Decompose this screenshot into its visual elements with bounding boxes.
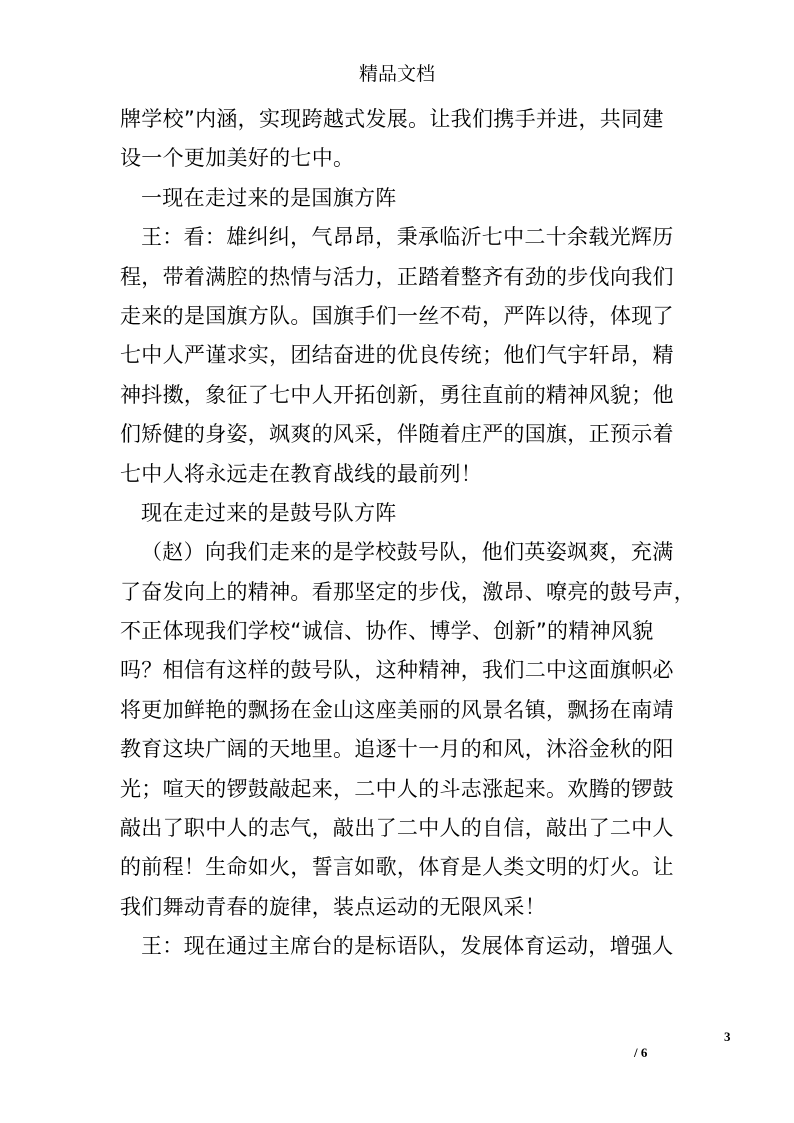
text-line: 不正体现我们学校“诚信、协作、博学、创新”的精神风貌 xyxy=(120,619,654,644)
text-line: 敲出了职中人的志气，敲出了二中人的自信，敲出了二中人 xyxy=(120,816,674,841)
text-line: 们矫健的身姿，飒爽的风采，伴随着庄严的国旗，正预示着 xyxy=(120,422,674,447)
text-line: 七中人将永远走在教育战线的最前列！ xyxy=(120,461,483,486)
text-line: 设一个更加美好的七中。 xyxy=(120,146,355,171)
text-line: 王：现在通过主席台的是标语队，发展体育运动，增强人 xyxy=(141,934,674,959)
text-line: （赵）向我们走来的是学校鼓号队，他们英姿飒爽，充满 xyxy=(141,540,674,565)
text-line: 吗？相信有这样的鼓号队，这种精神，我们二中这面旗帜必 xyxy=(120,658,674,683)
text-line: 光；喧天的锣鼓敲起来，二中人的斗志涨起来。欢腾的锣鼓 xyxy=(120,776,674,801)
text-line: 一现在走过来的是国旗方阵 xyxy=(141,185,397,210)
text-line: 将更加鲜艳的飘扬在金山这座美丽的风景名镇，飘扬在南靖 xyxy=(120,697,674,722)
page-number: 3 xyxy=(724,1029,731,1044)
text-line: 走来的是国旗方队。国旗手们一丝不苟，严阵以待，体现了 xyxy=(120,303,674,328)
text-line: 教育这块广阔的天地里。追逐十一月的和风，沐浴金秋的阳 xyxy=(120,737,674,762)
text-line: 现在走过来的是鼓号队方阵 xyxy=(141,500,397,525)
text-line: 了奋发向上的精神。看那坚定的步伐，激昂、嘹亮的鼓号声， xyxy=(120,579,696,604)
text-line: 神抖擞，象征了七中人开拓创新，勇往直前的精神风貌；他 xyxy=(120,382,674,407)
text-line: 七中人严谨求实，团结奋进的优良传统；他们气宇轩昂，精 xyxy=(120,343,674,368)
text-line: 王：看：雄纠纠，气昂昂，秉承临沂七中二十余载光辉历 xyxy=(141,225,674,250)
page-header: 精品文档 xyxy=(358,63,435,85)
page-total: / 6 xyxy=(634,1045,648,1060)
text-line: 的前程！生命如火，誓言如歌，体育是人类文明的灯火。让 xyxy=(120,855,674,880)
text-line: 牌学校”内涵，实现跨越式发展。让我们携手并进，共同建 xyxy=(120,107,664,131)
text-line: 我们舞动青春的旋律，装点运动的无限风采！ xyxy=(120,894,546,919)
document-body xyxy=(120,100,696,967)
text-line: 程，带着满腔的热情与活力，正踏着整齐有劲的步伐向我们 xyxy=(120,264,674,289)
